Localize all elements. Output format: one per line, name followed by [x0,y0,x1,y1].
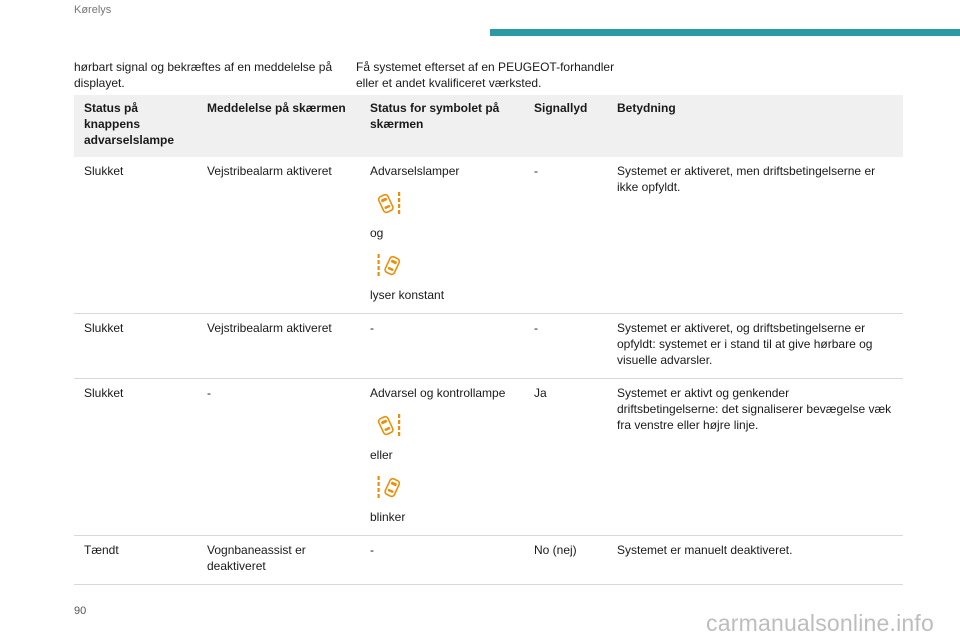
table-row [74,536,903,585]
cell-symbol [360,379,524,536]
cell-symbol [360,157,524,314]
cell-meaning: Systemet er manuelt deaktiveret. [617,543,793,557]
cell-status: Slukket [84,386,124,400]
table-row [74,157,903,314]
symbol-state: blinker [370,510,406,524]
cell-message: Vognbaneassist er deaktiveret [207,543,306,573]
lane-departure-left-icon [376,251,402,279]
lane-departure-right-icon [376,189,402,217]
header-accent-bar [490,29,960,36]
symbol-state: lyser konstant [370,288,445,302]
cell-message: - [207,386,211,400]
table-row [74,379,903,536]
cell-meaning: Systemet er aktiveret, og driftsbetingelserne er opfyldt: systemet er i stand til at give hørbare og visuelle advarsler. [617,321,873,367]
symbol-label: Advarsel og kontrollampe [370,386,506,400]
lane-departure-left-icon [376,473,402,501]
lane-departure-right-icon [376,411,402,439]
header-button-lamp-status: Status på knappens advarselslampe [84,101,175,147]
symbol-connector: eller [370,448,393,462]
lane-departure-status-table [74,95,903,585]
table-header-row [74,95,903,157]
cell-status: Tændt [84,543,119,557]
cell-sound: - [534,164,538,178]
page-number: 90 [74,605,87,617]
cell-symbol: - [370,321,374,335]
cell-meaning: Systemet er aktivt og genkender driftsbetingelserne: det signaliserer bevægelse væk fra venstre eller højre linje. [617,386,892,432]
cell-status: Slukket [84,164,124,178]
cell-sound: - [534,321,538,335]
cell-status: Slukket [84,321,124,335]
cell-message: Vejstribealarm aktiveret [207,164,332,178]
watermark: carmanualsonline.info [706,610,934,636]
header-screen-message: Meddelelse på skærmen [207,101,346,115]
header-sound: Signallyd [534,101,588,115]
intro-text-right: Få systemet efterset af en PEUGEOT-forhandler eller et andet kvalificeret værksted. [356,60,615,90]
table-row [74,314,903,379]
cell-symbol: - [370,543,374,557]
section-title: Kørelys [74,4,112,16]
symbol-label: Advarselslamper [370,164,460,178]
cell-meaning: Systemet er aktiveret, men driftsbetingelserne er ikke opfyldt. [617,164,876,194]
cell-sound: No (nej) [534,543,577,557]
header-meaning: Betydning [617,101,676,115]
intro-text-left: hørbart signal og bekræftes af en meddelelse på displayet. [74,60,333,90]
cell-message: Vejstribealarm aktiveret [207,321,332,335]
header-symbol-status: Status for symbolet på skærmen [370,101,500,131]
symbol-connector: og [370,226,384,240]
cell-sound: Ja [534,386,547,400]
